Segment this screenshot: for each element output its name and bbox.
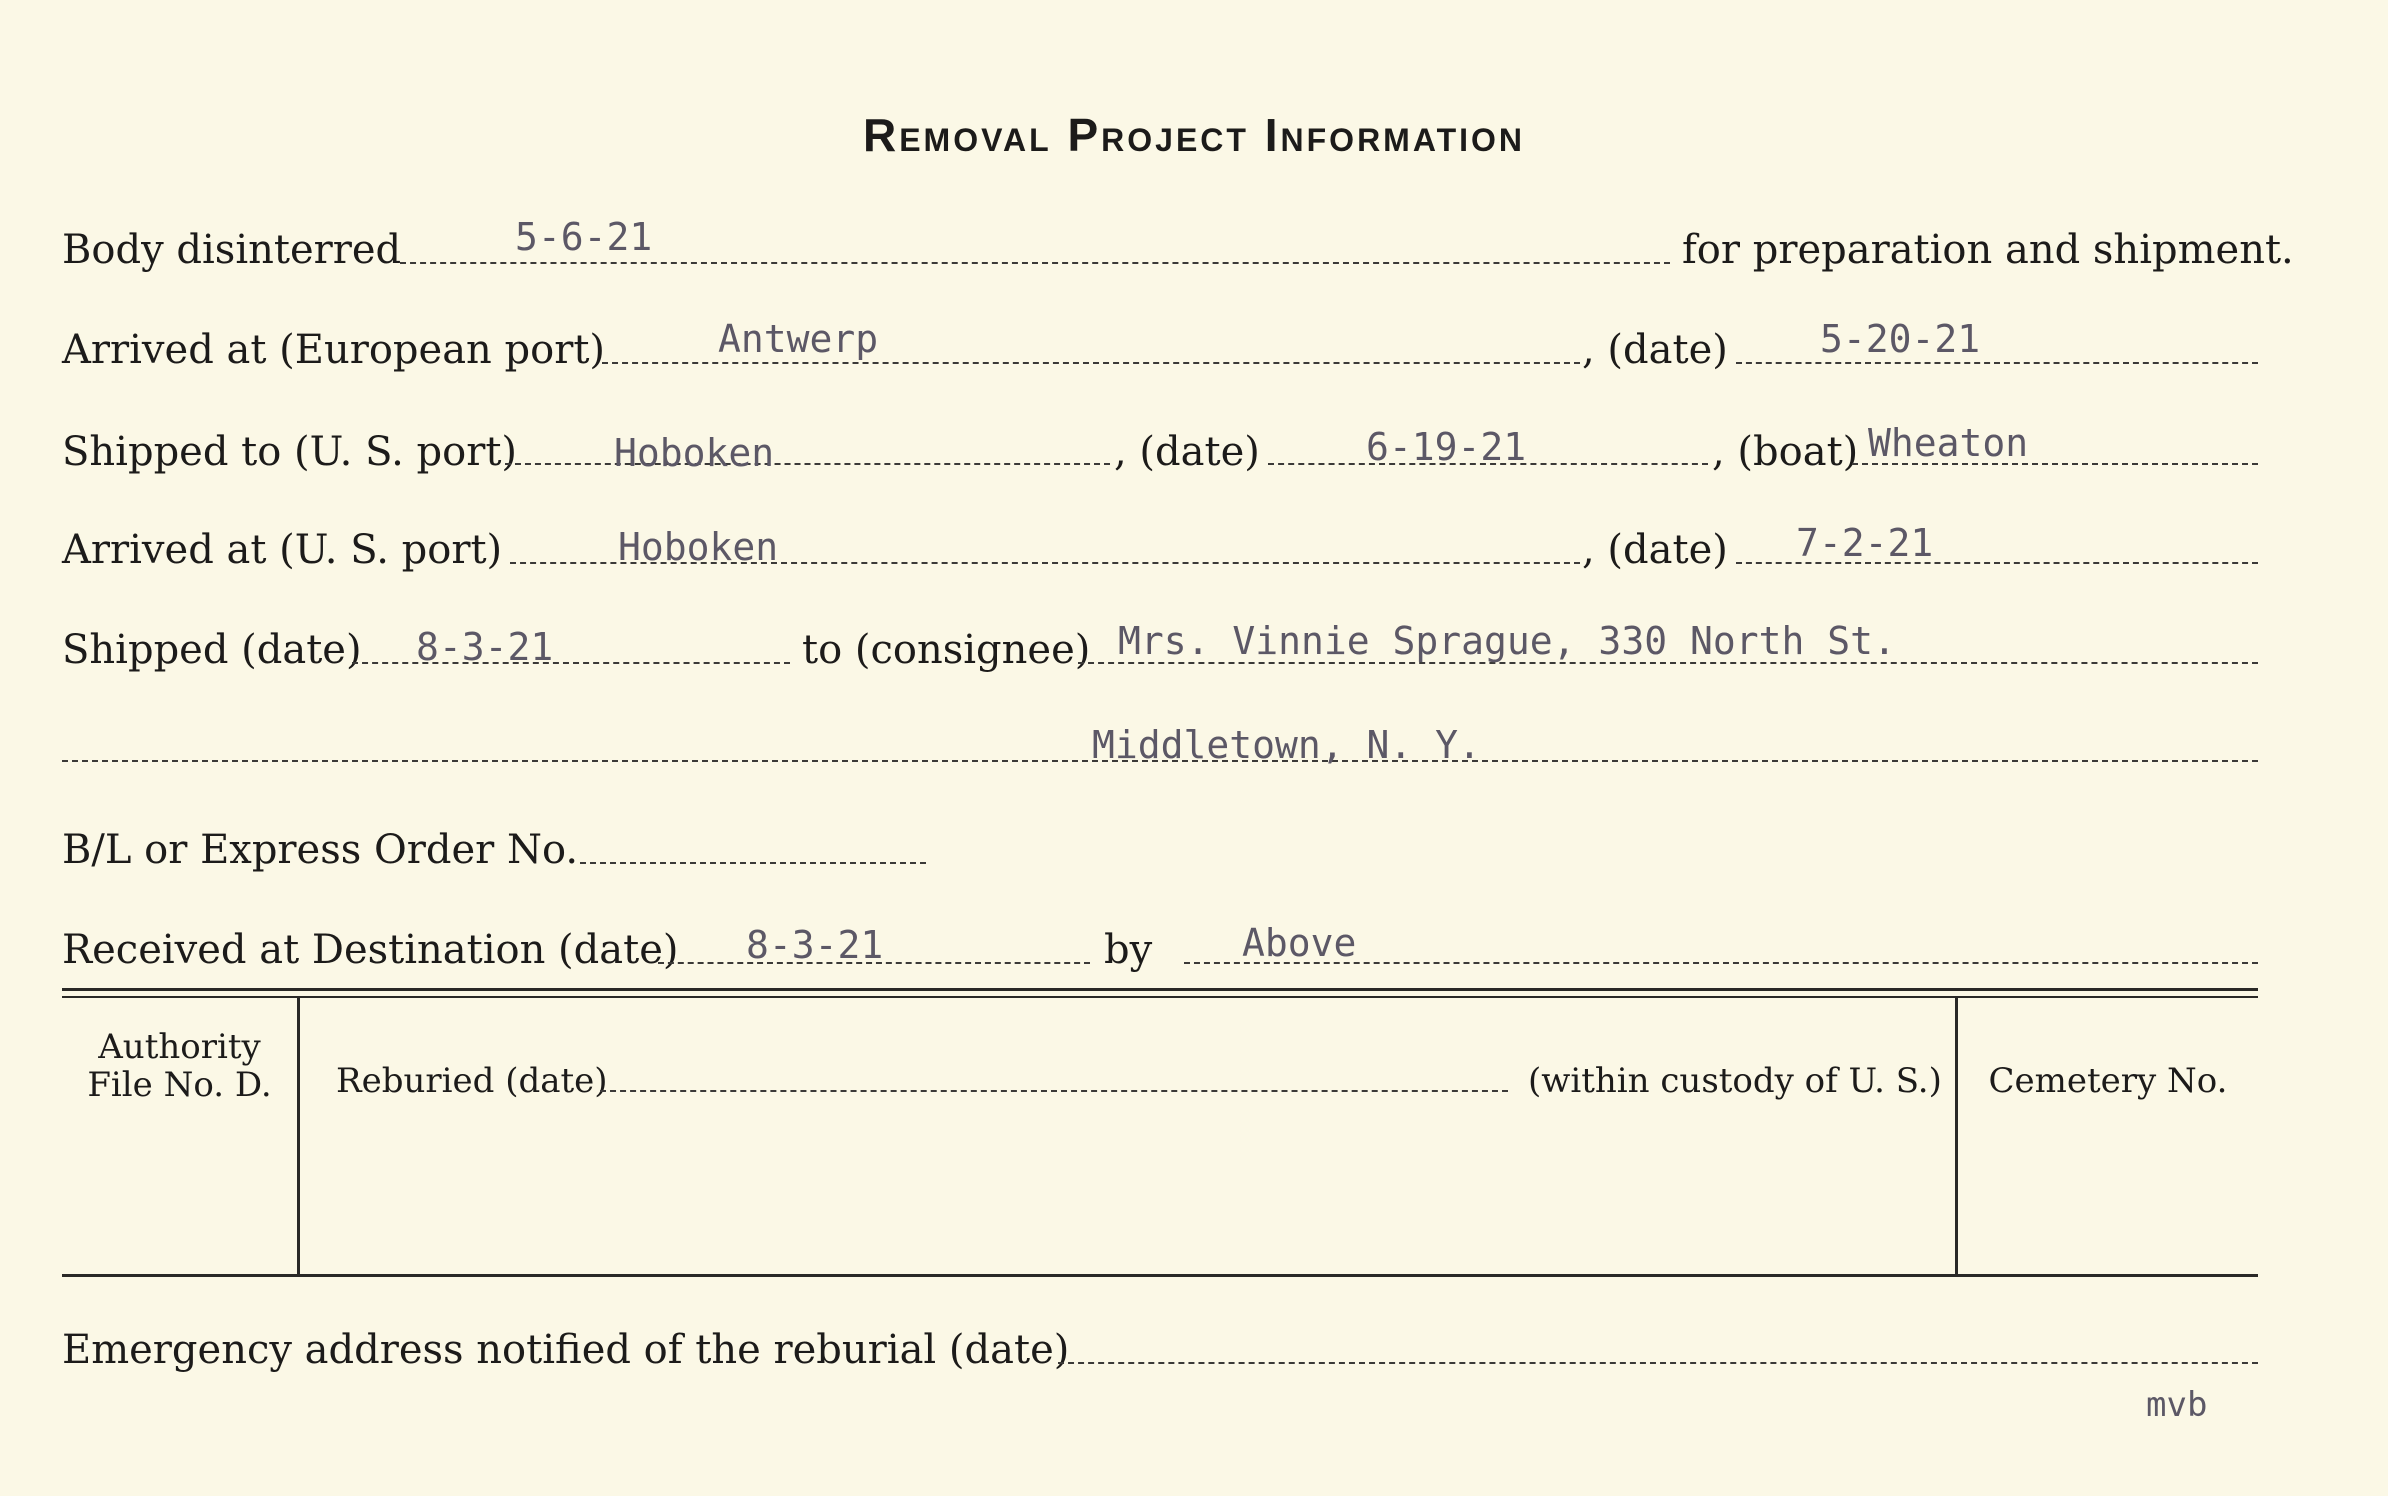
reburied-label: Reburied (date) [336, 1061, 608, 1101]
table-divider-right [1955, 998, 1958, 1274]
consignee-label: to (consignee) [802, 627, 1091, 673]
shipped-us-boat-value: Wheaton [1868, 421, 2029, 465]
cemetery-heading: Cemetery No. [1988, 1061, 2228, 1101]
table-top-rule [62, 988, 2258, 991]
shipped-us-port-line [505, 463, 1110, 465]
authority-heading-line1: Authority [98, 1027, 261, 1067]
body-disinterred-value: 5-6-21 [515, 215, 653, 259]
body-disinterred-line [400, 262, 1670, 264]
shipped-us-port-value: Hoboken [614, 431, 775, 475]
arrived-us-label: Arrived at (U. S. port) [62, 527, 503, 573]
table-bottom-rule [62, 1274, 2258, 1277]
shipped-us-date-value: 6-19-21 [1366, 425, 1527, 469]
emergency-line [1058, 1362, 2258, 1364]
shipped-date-label: Shipped (date) [62, 627, 362, 673]
body-disinterred-label: Body disinterred [62, 227, 402, 273]
arrived-european-port-value: Antwerp [718, 317, 879, 361]
table-top-rule-inner [62, 996, 2258, 998]
arrived-european-date-line [1736, 362, 2258, 364]
authority-heading-line2: File No. D. [87, 1065, 272, 1106]
consignee-line1-value: Mrs. Vinnie Sprague, 330 North St. [1118, 619, 1896, 663]
arrived-european-label: Arrived at (European port) [62, 327, 606, 373]
arrived-us-port-value: Hoboken [618, 525, 779, 569]
arrived-european-port-line [602, 362, 1580, 364]
arrived-us-date-label: , (date) [1582, 527, 1728, 573]
clerk-initials: mvb [2146, 1385, 2208, 1425]
received-date-value: 8-3-21 [746, 923, 884, 967]
shipped-us-date-label: , (date) [1114, 429, 1260, 475]
table-divider-left [297, 998, 300, 1274]
arrived-us-date-value: 7-2-21 [1796, 521, 1934, 565]
custody-label: (within custody of U. S.) [1528, 1061, 1942, 1101]
emergency-label: Emergency address notified of the reburial (date) [62, 1327, 1070, 1373]
reburied-line [600, 1090, 1508, 1092]
bl-order-label: B/L or Express Order No. [62, 827, 579, 873]
arrived-european-date-label: , (date) [1582, 327, 1728, 373]
shipped-date-value: 8-3-21 [416, 625, 554, 669]
shipped-us-boat-label: , (boat) [1712, 429, 1859, 475]
body-disinterred-suffix: for preparation and shipment. [1682, 227, 2294, 273]
received-by-label: by [1104, 927, 1153, 973]
arrived-european-date-value: 5-20-21 [1820, 317, 1981, 361]
authority-heading [62, 1028, 297, 1104]
shipped-us-label: Shipped to (U. S. port) [62, 429, 517, 475]
form-title: Removal Project Information [862, 109, 1526, 161]
received-by-value: Above [1242, 921, 1357, 965]
received-label: Received at Destination (date) [62, 927, 679, 973]
consignee-line2-value: Middletown, N. Y. [1092, 723, 1481, 767]
bl-order-line [580, 862, 926, 864]
